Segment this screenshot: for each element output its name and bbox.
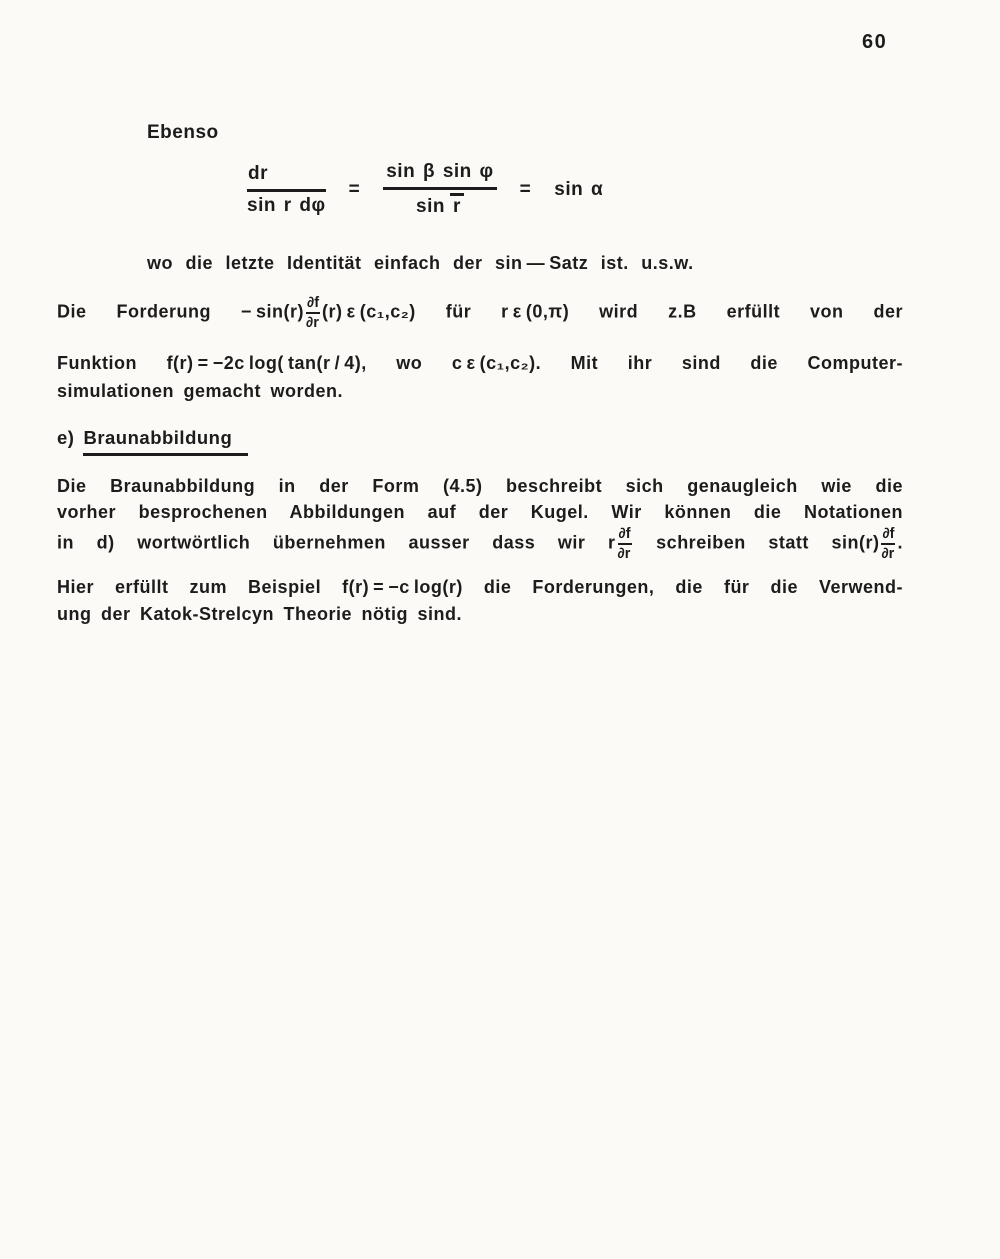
fraction-dr-over-sinrdphi xyxy=(247,163,326,217)
display-formula xyxy=(247,161,603,218)
equals-sign: = xyxy=(519,178,532,200)
braun-paragraph-line3: in d) wortwörtlich übernehmen ausser dass wir r $\frac{\partial f}{\partial r}$ schreiben statt sin(r) $\frac{\partial f}{\partial r}$ . xyxy=(57,526,903,563)
braun-paragraph-line1: Die Braunabbildung in der Form (4.5) beschreibt sich genaugleich wie die xyxy=(57,476,903,496)
formula-result: sin α xyxy=(554,178,604,200)
section-letter: e) xyxy=(57,427,75,448)
braun-paragraph-line2: vorher besprochenen Abbildungen auf der Kugel. Wir können die Notationen xyxy=(57,502,903,522)
forderung-paragraph-line3: simulationen gemacht worden. xyxy=(57,381,344,401)
fraction-denominator: sin r dφ xyxy=(247,194,326,216)
sinsatz-remark-line: wo die letzte Identität einfach der sin — Satz ist. u.s.w. xyxy=(147,253,694,273)
partial-derivative-fraction: $\frac{\partial f}{\partial r}$ xyxy=(617,526,631,563)
fraction-numerator: dr xyxy=(247,163,326,192)
overlined-r: r xyxy=(450,193,464,216)
forderung-paragraph-line1: Die Forderung − sin(r) $\frac{\partial f}{\partial r}$ (r) ε (c₁,c₂) für r ε (0,π) wird z.B erfüllt von der xyxy=(57,295,904,332)
fraction-numerator: sin β sin φ xyxy=(383,161,496,190)
hier-paragraph-line2: ung der Katok-Strelcyn Theorie nötig sind. xyxy=(57,604,463,624)
section-heading-e xyxy=(57,426,248,456)
intro-word: Ebenso xyxy=(147,122,219,143)
fraction-denominator: sin r xyxy=(383,190,496,218)
forderung-paragraph-line2: Funktion f(r) = −2c log( tan(r / 4), wo c ε (c₁,c₂). Mit ihr sind die Computer- xyxy=(57,353,903,373)
equals-sign: = xyxy=(348,178,361,200)
section-title: Braunabbildung xyxy=(83,426,248,456)
fraction-sinbeta-over-sinr xyxy=(383,161,496,218)
partial-derivative-fraction: $\frac{\partial f}{\partial r}$ xyxy=(306,295,320,332)
partial-derivative-fraction: $\frac{\partial f}{\partial r}$ xyxy=(881,526,895,563)
hier-paragraph-line1: Hier erfüllt zum Beispiel f(r) = −c log(r) die Forderungen, die für die Verwend- xyxy=(57,577,903,597)
page-number: 60 xyxy=(862,31,888,53)
